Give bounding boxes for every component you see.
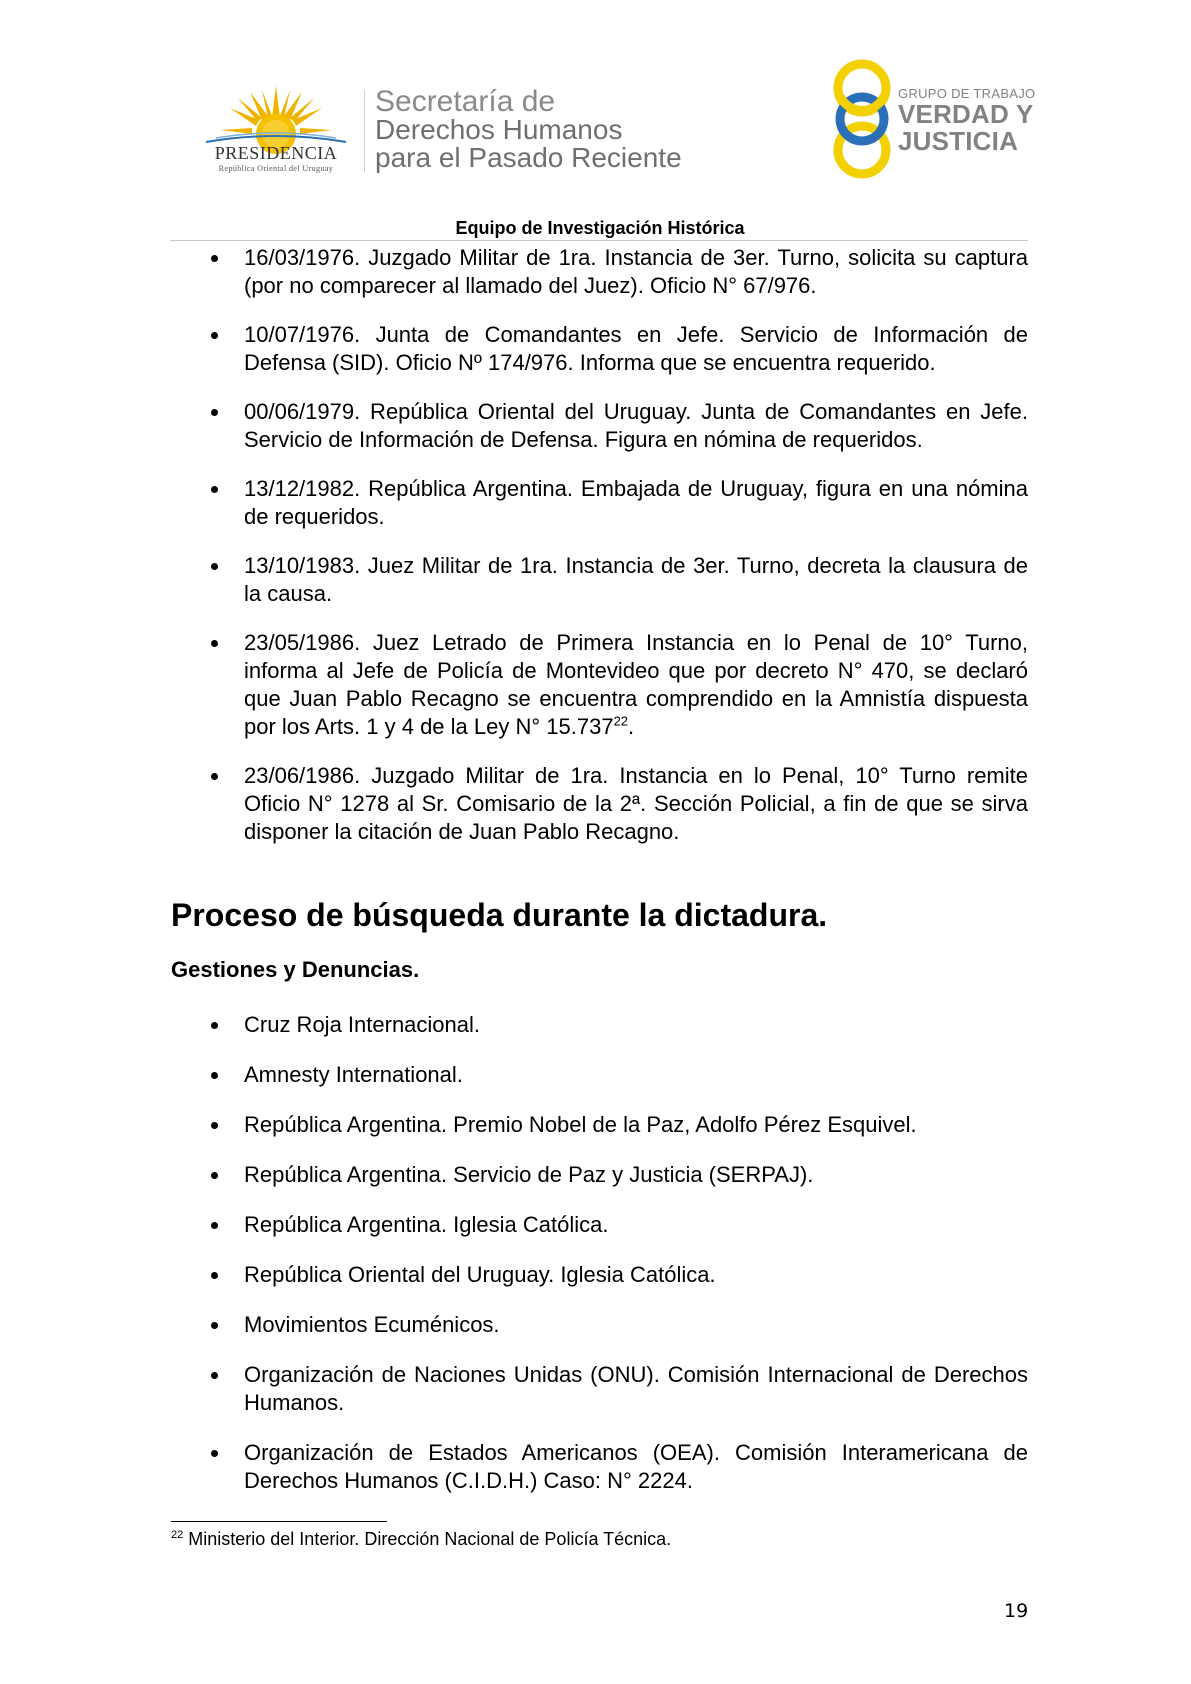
header-divider	[364, 90, 365, 172]
list-item: Amnesty International.	[205, 1061, 1028, 1089]
secretaria-line-1: Secretaría de	[375, 85, 556, 118]
list-item: Organización de Naciones Unidas (ONU). Comisión Internacional de Derechos Humanos.	[205, 1361, 1028, 1417]
justicia-label: JUSTICIA	[898, 126, 1019, 156]
footnote-text: Ministerio del Interior. Dirección Nacional de Policía Técnica.	[188, 1529, 672, 1549]
header-rule	[170, 240, 1028, 241]
list-item	[205, 629, 1028, 741]
gestiones-list	[205, 1011, 1028, 1517]
secretaria-title	[375, 85, 682, 173]
team-title: Equipo de Investigación Histórica	[455, 218, 745, 238]
entries-list	[205, 244, 1028, 867]
presidencia-subtitle: República Oriental del Uruguay	[218, 164, 334, 173]
footnote-ref: 22	[613, 713, 629, 729]
footnote-separator	[171, 1521, 387, 1522]
secretaria-line-2: Derechos Humanos	[375, 114, 623, 145]
list-item: Cruz Roja Internacional.	[205, 1011, 1028, 1039]
verdad-label: VERDAD Y	[898, 99, 1034, 129]
list-item: 13/12/1982. República Argentina. Embajada de Uruguay, figura en una nómina de requeridos.	[205, 475, 1028, 531]
list-item: República Oriental del Uruguay. Iglesia Católica.	[205, 1261, 1028, 1289]
list-item: 16/03/1976. Juzgado Militar de 1ra. Instancia de 3er. Turno, solicita su captura (por no comparecer al llamado del Juez). Oficio N° 67/976.	[205, 244, 1028, 300]
presidencia-name: PRESIDENCIA	[214, 143, 338, 163]
list-item: República Argentina. Servicio de Paz y Justicia (SERPAJ).	[205, 1161, 1028, 1189]
entry-suffix: .	[628, 714, 635, 739]
list-item: Organización de Estados Americanos (OEA). Comisión Interamericana de Derechos Humanos (C.I.D.H.) Caso: N° 2224.	[205, 1439, 1028, 1495]
footnote	[171, 1529, 671, 1550]
page-header	[0, 0, 1191, 240]
list-item: 13/10/1983. Juez Militar de 1ra. Instancia de 3er. Turno, decreta la clausura de la causa.	[205, 552, 1028, 608]
list-item: 10/07/1976. Junta de Comandantes en Jefe. Servicio de Información de Defensa (SID). Oficio Nº 174/976. Informa que se encuentra requerido.	[205, 321, 1028, 377]
list-item: 23/06/1986. Juzgado Militar de 1ra. Instancia en lo Penal, 10° Turno remite Oficio N° 1278 al Sr. Comisario de la 2ª. Sección Policial, a fin de que se sirva disponer la citación de Juan Pablo Recagno.	[205, 762, 1028, 846]
list-item: República Argentina. Iglesia Católica.	[205, 1211, 1028, 1239]
list-item: Movimientos Ecuménicos.	[205, 1311, 1028, 1339]
list-item: 00/06/1979. República Oriental del Uruguay. Junta de Comandantes en Jefe. Servicio de Información de Defensa. Figura en nómina de requeridos.	[205, 398, 1028, 454]
subsection-title: Gestiones y Denuncias.	[171, 957, 420, 982]
section-title: Proceso de búsqueda durante la dictadura.	[171, 897, 828, 933]
page-number: 19	[1004, 1600, 1029, 1622]
list-item: República Argentina. Premio Nobel de la Paz, Adolfo Pérez Esquivel.	[205, 1111, 1028, 1139]
entry-text: 23/05/1986. Juez Letrado de Primera Instancia en lo Penal de 10° Turno, informa al Jefe de Policía de Montevideo que por decreto N° 470, se declaró que Juan Pablo Recagno se encuentra comprendido en la Amnistía dispuesta por los Arts. 1 y 4 de la Ley N° 15.737	[244, 630, 1028, 739]
verdad-justicia-rings-logo	[822, 56, 902, 182]
grupo-trabajo-label: GRUPO DE TRABAJO	[898, 86, 1036, 101]
secretaria-line-3: para el Pasado Reciente	[375, 142, 682, 173]
footnote-number: 22	[171, 1529, 184, 1541]
grupo-trabajo-text	[898, 86, 1035, 155]
